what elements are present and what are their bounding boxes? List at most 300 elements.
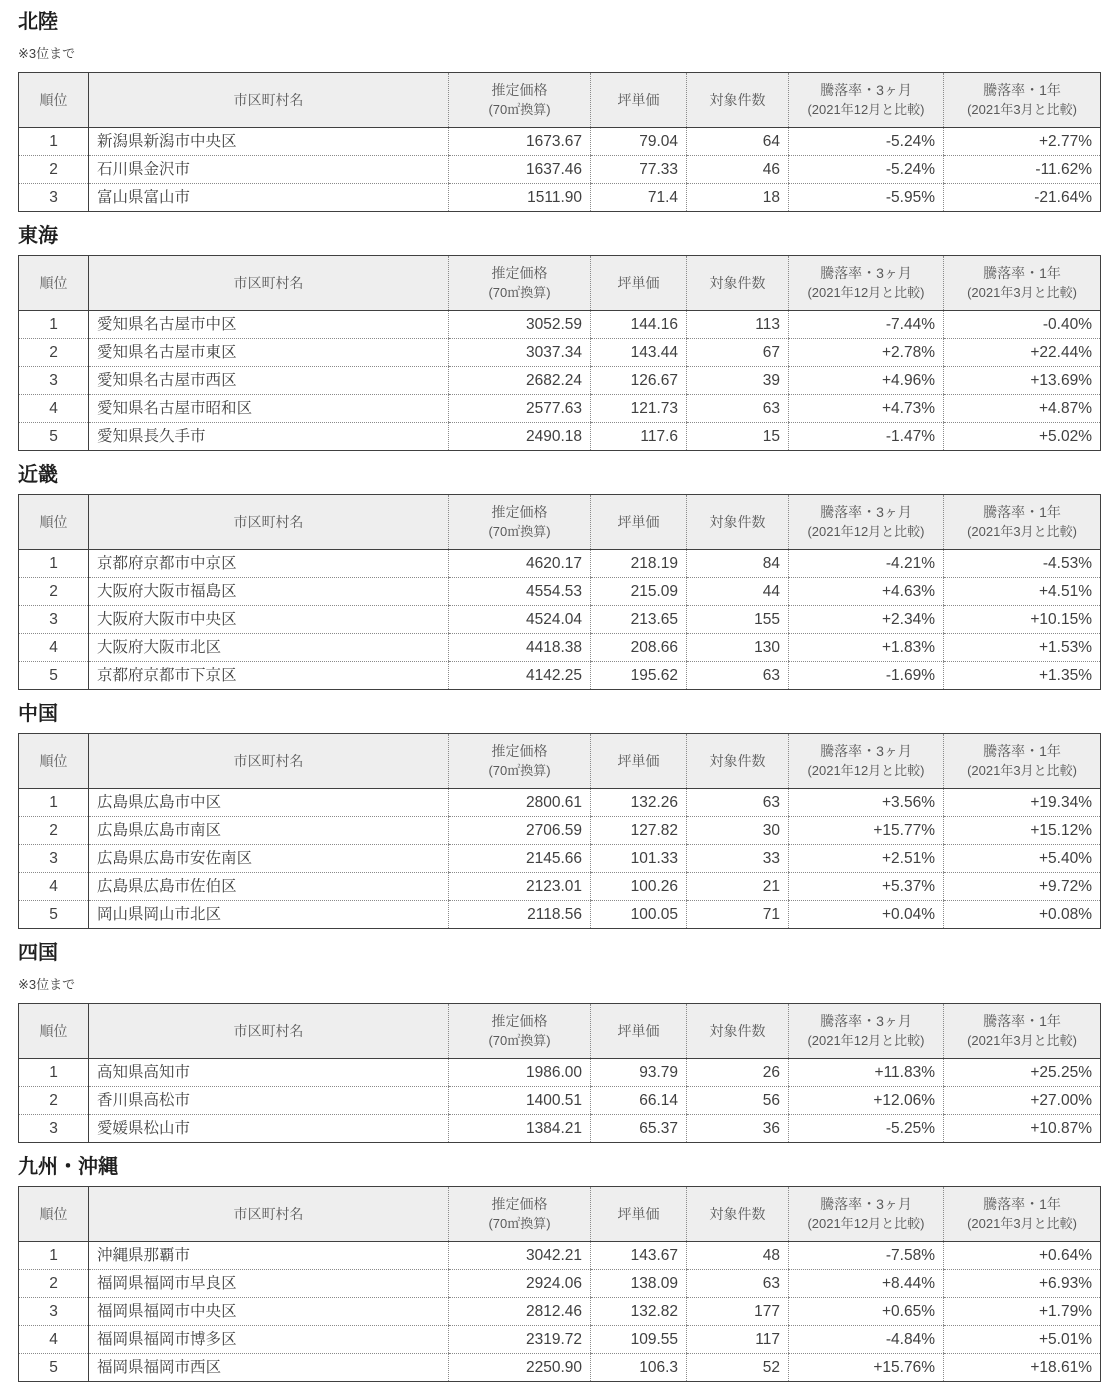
- col-header-estimated-price-line1: 推定価格: [491, 1196, 548, 1212]
- col-header-change-3m: [789, 256, 944, 311]
- municipality-cell: 愛媛県松山市: [89, 1115, 449, 1143]
- rank-cell: 3: [49, 1120, 58, 1137]
- col-header-estimated-price-line2: (70㎡換算): [488, 763, 551, 778]
- col-header-change-3m: [789, 495, 944, 550]
- tsubo-price-cell: 132.26: [591, 789, 687, 817]
- municipality-cell: 広島県広島市中区: [89, 789, 449, 817]
- tsubo-price-cell: 66.14: [591, 1087, 687, 1115]
- rank-cell: 1: [19, 1242, 89, 1270]
- change-3m-cell: -5.95%: [789, 184, 944, 212]
- col-header-change-1y: [944, 73, 1101, 128]
- col-header-change-1y-line1: 騰落率・1年: [983, 1013, 1061, 1029]
- estimated-price-cell: 3042.21: [449, 1242, 591, 1270]
- col-header-rank: 順位: [19, 1187, 89, 1242]
- col-header-estimated-price-line1: 推定価格: [491, 1013, 548, 1029]
- rank-cell: 1: [19, 311, 89, 339]
- col-header-estimated-price-line1: 推定価格: [491, 504, 548, 520]
- table-row: [19, 550, 1101, 578]
- region-title: 東海: [18, 225, 58, 247]
- col-header-change-3m-line1: 騰落率・3ヶ月: [820, 743, 912, 759]
- municipality-cell: 京都府京都市中京区: [89, 550, 449, 578]
- tsubo-price-cell: 106.3: [591, 1354, 687, 1382]
- table-row: [19, 1270, 1101, 1298]
- rank-cell: 4: [19, 1326, 89, 1354]
- table-row: [19, 1354, 1101, 1382]
- rank-cell: 2: [19, 817, 89, 845]
- table-row: [19, 1087, 1101, 1115]
- table-row: [19, 817, 1101, 845]
- tsubo-price-cell: 132.82: [591, 1298, 687, 1326]
- rank-cell: 1: [19, 128, 89, 156]
- case-count-cell: 71: [687, 901, 789, 929]
- estimated-price-cell: 4524.04: [449, 606, 591, 634]
- table-row: [19, 845, 1101, 873]
- change-3m-cell: -5.24%: [789, 156, 944, 184]
- change-3m-cell: +0.65%: [789, 1298, 944, 1326]
- col-header-estimated-price-line1: 推定価格: [491, 265, 548, 281]
- table-row: [19, 156, 1101, 184]
- col-header-change-1y-line1: 騰落率・1年: [983, 265, 1061, 281]
- region-title: 北陸: [18, 11, 58, 33]
- case-count-cell: 44: [687, 578, 789, 606]
- case-count-cell: 63: [687, 1270, 789, 1298]
- col-header-estimated-price: [449, 495, 591, 550]
- municipality-cell: 大阪府大阪市北区: [89, 634, 449, 662]
- tsubo-price-cell: 117.6: [591, 423, 687, 451]
- tsubo-price-cell: 109.55: [591, 1326, 687, 1354]
- col-header-change-3m-line1: 騰落率・3ヶ月: [820, 1013, 912, 1029]
- case-count-cell: 33: [687, 845, 789, 873]
- municipality-cell: 広島県広島市南区: [89, 817, 449, 845]
- region-section: [18, 941, 1100, 1143]
- col-header-estimated-price: [449, 256, 591, 311]
- change-1y-cell: +27.00%: [944, 1087, 1101, 1115]
- tsubo-price-cell: 121.73: [591, 395, 687, 423]
- case-count-cell: 15: [687, 423, 789, 451]
- rank-cell: 3: [19, 606, 89, 634]
- table-row: [19, 1326, 1101, 1354]
- case-count-cell: 18: [687, 184, 789, 212]
- ranking-table-header: [19, 495, 1101, 550]
- tsubo-price-cell: 195.62: [591, 662, 687, 690]
- municipality-cell: 愛知県名古屋市中区: [89, 311, 449, 339]
- estimated-price-cell: 1637.46: [449, 156, 591, 184]
- col-header-change-1y-line1: 騰落率・1年: [983, 82, 1061, 98]
- table-row: [19, 634, 1101, 662]
- rank-cell: 5: [49, 667, 58, 684]
- col-header-municipality: 市区町村名: [89, 73, 449, 128]
- case-count-cell: 26: [687, 1059, 789, 1087]
- change-1y-cell: +10.15%: [944, 606, 1101, 634]
- rank-cell: 2: [19, 339, 89, 367]
- col-header-change-1y: [944, 1187, 1101, 1242]
- col-header-rank: 順位: [19, 256, 89, 311]
- change-3m-cell: +5.37%: [789, 873, 944, 901]
- estimated-price-cell: 2123.01: [449, 873, 591, 901]
- case-count-cell: 130: [687, 634, 789, 662]
- tsubo-price-cell: 79.04: [591, 128, 687, 156]
- rank-cell: 1: [19, 789, 89, 817]
- municipality-cell: 京都府京都市下京区: [89, 662, 449, 690]
- estimated-price-cell: 1673.67: [449, 128, 591, 156]
- estimated-price-cell: 4418.38: [449, 634, 591, 662]
- ranking-table-body: [19, 128, 1101, 212]
- col-header-change-1y: [944, 734, 1101, 789]
- col-header-change-1y-line2: (2021年3月と比較): [967, 1216, 1077, 1231]
- tsubo-price-cell: 218.19: [591, 550, 687, 578]
- tsubo-price-cell: 71.4: [591, 184, 687, 212]
- table-row: [19, 339, 1101, 367]
- change-1y-cell: +18.61%: [944, 1354, 1101, 1382]
- municipality-cell: 沖縄県那覇市: [89, 1242, 449, 1270]
- case-count-cell: 56: [687, 1087, 789, 1115]
- case-count-cell: 67: [687, 339, 789, 367]
- estimated-price-cell: 3052.59: [449, 311, 591, 339]
- col-header-case-count: 対象件数: [687, 734, 789, 789]
- col-header-case-count: 対象件数: [687, 73, 789, 128]
- col-header-rank: 順位: [19, 734, 89, 789]
- case-count-cell: 117: [687, 1326, 789, 1354]
- rank-limit-note: ※3位まで: [18, 46, 76, 61]
- municipality-cell: 岡山県岡山市北区: [89, 901, 449, 929]
- change-1y-cell: -4.53%: [944, 550, 1101, 578]
- rank-cell: 4: [19, 634, 89, 662]
- col-header-change-1y-line2: (2021年3月と比較): [967, 102, 1077, 117]
- col-header-change-3m-line1: 騰落率・3ヶ月: [820, 504, 912, 520]
- change-1y-cell: +1.53%: [944, 634, 1101, 662]
- ranking-table: [18, 733, 1101, 929]
- change-3m-cell: +1.83%: [789, 634, 944, 662]
- case-count-cell: 155: [687, 606, 789, 634]
- rank-cell: 3: [19, 845, 89, 873]
- col-header-change-1y-line1: 騰落率・1年: [983, 1196, 1061, 1212]
- table-row: [19, 1115, 1101, 1143]
- col-header-case-count: 対象件数: [687, 256, 789, 311]
- table-row: [19, 789, 1101, 817]
- case-count-cell: 36: [687, 1115, 789, 1143]
- ranking-table-body: [19, 311, 1101, 451]
- change-1y-cell: +1.35%: [944, 662, 1101, 690]
- case-count-cell: 177: [687, 1298, 789, 1326]
- rank-limit-note: ※3位まで: [18, 977, 76, 992]
- tsubo-price-cell: 215.09: [591, 578, 687, 606]
- col-header-tsubo-price: 坪単価: [591, 256, 687, 311]
- region-title: 九州・沖縄: [18, 1156, 118, 1178]
- estimated-price-cell: 2812.46: [449, 1298, 591, 1326]
- col-header-estimated-price-line1: 推定価格: [491, 82, 548, 98]
- rank-cell: 2: [19, 578, 89, 606]
- tsubo-price-cell: 126.67: [591, 367, 687, 395]
- tsubo-price-cell: 143.67: [591, 1242, 687, 1270]
- tsubo-price-cell: 213.65: [591, 606, 687, 634]
- col-header-change-3m: [789, 734, 944, 789]
- col-header-tsubo-price: 坪単価: [591, 734, 687, 789]
- col-header-change-3m-line2: (2021年12月と比較): [807, 102, 925, 117]
- case-count-cell: 64: [687, 128, 789, 156]
- tsubo-price-cell: 100.26: [591, 873, 687, 901]
- region-title: 中国: [18, 703, 58, 725]
- case-count-cell: 63: [687, 395, 789, 423]
- change-1y-cell: +13.69%: [944, 367, 1101, 395]
- municipality-cell: 富山県富山市: [89, 184, 449, 212]
- change-3m-cell: +2.34%: [789, 606, 944, 634]
- estimated-price-cell: 2319.72: [449, 1326, 591, 1354]
- municipality-cell: 福岡県福岡市中央区: [89, 1298, 449, 1326]
- col-header-tsubo-price: 坪単価: [591, 73, 687, 128]
- change-1y-cell: -11.62%: [944, 156, 1101, 184]
- change-3m-cell: -4.21%: [789, 550, 944, 578]
- estimated-price-cell: 2145.66: [449, 845, 591, 873]
- tsubo-price-cell: 208.66: [591, 634, 687, 662]
- table-row: [19, 311, 1101, 339]
- col-header-change-3m-line2: (2021年12月と比較): [807, 1216, 925, 1231]
- change-1y-cell: +1.79%: [944, 1298, 1101, 1326]
- region-section: [18, 463, 1100, 690]
- change-3m-cell: -4.84%: [789, 1326, 944, 1354]
- change-3m-cell: -5.24%: [789, 128, 944, 156]
- col-header-change-3m-line1: 騰落率・3ヶ月: [820, 82, 912, 98]
- rank-cell: 1: [19, 550, 89, 578]
- table-row: [19, 873, 1101, 901]
- rank-cell: 3: [19, 1298, 89, 1326]
- col-header-tsubo-price: 坪単価: [591, 1187, 687, 1242]
- tsubo-price-cell: 100.05: [591, 901, 687, 929]
- municipality-cell: 福岡県福岡市早良区: [89, 1270, 449, 1298]
- region-title: 四国: [18, 942, 58, 964]
- municipality-cell: 広島県広島市安佐南区: [89, 845, 449, 873]
- table-row: [19, 1298, 1101, 1326]
- estimated-price-cell: 1511.90: [449, 184, 591, 212]
- header-row: [19, 495, 1101, 550]
- tsubo-price-cell: 144.16: [591, 311, 687, 339]
- header-row: [19, 73, 1101, 128]
- col-header-tsubo-price: 坪単価: [591, 495, 687, 550]
- region-section: [18, 10, 1100, 212]
- rank-cell: 4: [19, 873, 89, 901]
- table-row: [19, 1242, 1101, 1270]
- tsubo-price-cell: 77.33: [591, 156, 687, 184]
- ranking-table-body: [19, 1242, 1101, 1382]
- col-header-change-3m-line2: (2021年12月と比較): [807, 524, 925, 539]
- region-section: [18, 224, 1100, 451]
- header-row: [19, 734, 1101, 789]
- estimated-price-cell: 2800.61: [449, 789, 591, 817]
- col-header-estimated-price: [449, 1004, 591, 1059]
- change-3m-cell: +2.51%: [789, 845, 944, 873]
- change-1y-cell: +4.87%: [944, 395, 1101, 423]
- municipality-cell: 愛知県名古屋市西区: [89, 367, 449, 395]
- change-1y-cell: +9.72%: [944, 873, 1101, 901]
- municipality-cell: 香川県高松市: [89, 1087, 449, 1115]
- case-count-cell: 63: [687, 662, 789, 690]
- municipality-cell: 愛知県名古屋市昭和区: [89, 395, 449, 423]
- header-row: [19, 1187, 1101, 1242]
- change-3m-cell: +12.06%: [789, 1087, 944, 1115]
- rank-cell: 2: [19, 156, 89, 184]
- estimated-price-cell: 1400.51: [449, 1087, 591, 1115]
- change-3m-cell: +4.73%: [789, 395, 944, 423]
- ranking-table-header: [19, 734, 1101, 789]
- change-1y-cell: +5.02%: [944, 423, 1101, 451]
- change-3m-cell: +2.78%: [789, 339, 944, 367]
- col-header-municipality: 市区町村名: [89, 1187, 449, 1242]
- col-header-estimated-price-line1: 推定価格: [491, 743, 548, 759]
- ranking-table: [18, 255, 1101, 451]
- tsubo-price-cell: 127.82: [591, 817, 687, 845]
- change-3m-cell: +15.76%: [789, 1354, 944, 1382]
- change-3m-cell: +0.04%: [789, 901, 944, 929]
- col-header-change-3m: [789, 1004, 944, 1059]
- change-1y-cell: +5.01%: [944, 1326, 1101, 1354]
- estimated-price-cell: 2682.24: [449, 367, 591, 395]
- change-1y-cell: +0.64%: [944, 1242, 1101, 1270]
- ranking-table: [18, 72, 1101, 212]
- col-header-case-count: 対象件数: [687, 1187, 789, 1242]
- municipality-cell: 高知県高知市: [89, 1059, 449, 1087]
- case-count-cell: 39: [687, 367, 789, 395]
- header-row: [19, 256, 1101, 311]
- col-header-change-3m-line2: (2021年12月と比較): [807, 285, 925, 300]
- col-header-change-3m: [789, 73, 944, 128]
- change-3m-cell: +8.44%: [789, 1270, 944, 1298]
- col-header-estimated-price: [449, 734, 591, 789]
- estimated-price-cell: 1384.21: [449, 1115, 591, 1143]
- col-header-change-3m-line2: (2021年12月と比較): [807, 763, 925, 778]
- tsubo-price-cell: 101.33: [591, 845, 687, 873]
- rank-cell: 2: [19, 1087, 89, 1115]
- col-header-rank: 順位: [19, 73, 89, 128]
- col-header-municipality: 市区町村名: [89, 256, 449, 311]
- estimated-price-cell: 2490.18: [449, 423, 591, 451]
- ranking-table-body: [19, 1059, 1101, 1143]
- col-header-change-3m: [789, 1187, 944, 1242]
- estimated-price-cell: 2250.90: [449, 1354, 591, 1382]
- municipality-cell: 福岡県福岡市博多区: [89, 1326, 449, 1354]
- tsubo-price-cell: 138.09: [591, 1270, 687, 1298]
- col-header-change-1y: [944, 1004, 1101, 1059]
- col-header-estimated-price-line2: (70㎡換算): [488, 102, 551, 117]
- municipality-cell: 愛知県名古屋市東区: [89, 339, 449, 367]
- estimated-price-cell: 2924.06: [449, 1270, 591, 1298]
- col-header-municipality: 市区町村名: [89, 495, 449, 550]
- table-row: [19, 662, 1101, 690]
- header-row: [19, 1004, 1101, 1059]
- estimated-price-cell: 1986.00: [449, 1059, 591, 1087]
- change-1y-cell: -0.40%: [944, 311, 1101, 339]
- col-header-municipality: 市区町村名: [89, 1004, 449, 1059]
- municipality-cell: 大阪府大阪市中央区: [89, 606, 449, 634]
- col-header-estimated-price-line2: (70㎡換算): [488, 524, 551, 539]
- rank-cell: 1: [19, 1059, 89, 1087]
- ranking-table-header: [19, 1187, 1101, 1242]
- ranking-table-header: [19, 73, 1101, 128]
- table-row: [19, 423, 1101, 451]
- table-row: [19, 901, 1101, 929]
- change-1y-cell: +19.34%: [944, 789, 1101, 817]
- change-3m-cell: +15.77%: [789, 817, 944, 845]
- rank-cell: 4: [19, 395, 89, 423]
- change-1y-cell: +6.93%: [944, 1270, 1101, 1298]
- region-title: 近畿: [18, 464, 58, 486]
- municipality-cell: 福岡県福岡市西区: [89, 1354, 449, 1382]
- case-count-cell: 48: [687, 1242, 789, 1270]
- col-header-change-3m-line2: (2021年12月と比較): [807, 1033, 925, 1048]
- case-count-cell: 30: [687, 817, 789, 845]
- change-1y-cell: +4.51%: [944, 578, 1101, 606]
- estimated-price-cell: 4554.53: [449, 578, 591, 606]
- col-header-estimated-price: [449, 73, 591, 128]
- col-header-change-1y: [944, 495, 1101, 550]
- change-1y-cell: +15.12%: [944, 817, 1101, 845]
- col-header-estimated-price: [449, 1187, 591, 1242]
- table-row: [19, 128, 1101, 156]
- col-header-change-1y-line2: (2021年3月と比較): [967, 763, 1077, 778]
- change-1y-cell: +25.25%: [944, 1059, 1101, 1087]
- tsubo-price-cell: 93.79: [591, 1059, 687, 1087]
- change-3m-cell: +4.63%: [789, 578, 944, 606]
- municipality-cell: 大阪府大阪市福島区: [89, 578, 449, 606]
- ranking-table-body: [19, 789, 1101, 929]
- ranking-table: [18, 1003, 1101, 1143]
- case-count-cell: 63: [687, 789, 789, 817]
- rank-cell: 2: [19, 1270, 89, 1298]
- change-1y-cell: +5.40%: [944, 845, 1101, 873]
- estimated-price-cell: 2577.63: [449, 395, 591, 423]
- col-header-change-1y-line2: (2021年3月と比較): [967, 524, 1077, 539]
- change-3m-cell: -5.25%: [789, 1115, 944, 1143]
- region-section: [18, 702, 1100, 929]
- municipality-cell: 広島県広島市佐伯区: [89, 873, 449, 901]
- change-3m-cell: -1.69%: [789, 662, 944, 690]
- change-1y-cell: +2.77%: [944, 128, 1101, 156]
- col-header-tsubo-price: 坪単価: [591, 1004, 687, 1059]
- estimated-price-cell: 3037.34: [449, 339, 591, 367]
- col-header-case-count: 対象件数: [687, 495, 789, 550]
- estimated-price-cell: 2706.59: [449, 817, 591, 845]
- col-header-rank: 順位: [19, 495, 89, 550]
- col-header-estimated-price-line2: (70㎡換算): [488, 1216, 551, 1231]
- case-count-cell: 46: [687, 156, 789, 184]
- rank-cell: 3: [49, 189, 58, 206]
- rank-cell: 5: [49, 906, 58, 923]
- municipality-cell: 新潟県新潟市中央区: [89, 128, 449, 156]
- municipality-cell: 石川県金沢市: [89, 156, 449, 184]
- region-section: [18, 1155, 1100, 1382]
- col-header-change-3m-line1: 騰落率・3ヶ月: [820, 265, 912, 281]
- estimated-price-cell: 4142.25: [449, 662, 591, 690]
- col-header-estimated-price-line2: (70㎡換算): [488, 1033, 551, 1048]
- col-header-change-1y-line2: (2021年3月と比較): [967, 285, 1077, 300]
- case-count-cell: 52: [687, 1354, 789, 1382]
- rank-cell: 5: [49, 1359, 58, 1376]
- change-1y-cell: +10.87%: [944, 1115, 1101, 1143]
- col-header-case-count: 対象件数: [687, 1004, 789, 1059]
- table-row: [19, 606, 1101, 634]
- estimated-price-cell: 4620.17: [449, 550, 591, 578]
- change-3m-cell: -7.58%: [789, 1242, 944, 1270]
- change-1y-cell: -21.64%: [944, 184, 1101, 212]
- change-3m-cell: -1.47%: [789, 423, 944, 451]
- tsubo-price-cell: 65.37: [591, 1115, 687, 1143]
- col-header-change-1y-line2: (2021年3月と比較): [967, 1033, 1077, 1048]
- rank-cell: 3: [19, 367, 89, 395]
- municipality-cell: 愛知県長久手市: [89, 423, 449, 451]
- change-1y-cell: +22.44%: [944, 339, 1101, 367]
- col-header-municipality: 市区町村名: [89, 734, 449, 789]
- tsubo-price-cell: 143.44: [591, 339, 687, 367]
- ranking-table: [18, 1186, 1101, 1382]
- col-header-rank: 順位: [19, 1004, 89, 1059]
